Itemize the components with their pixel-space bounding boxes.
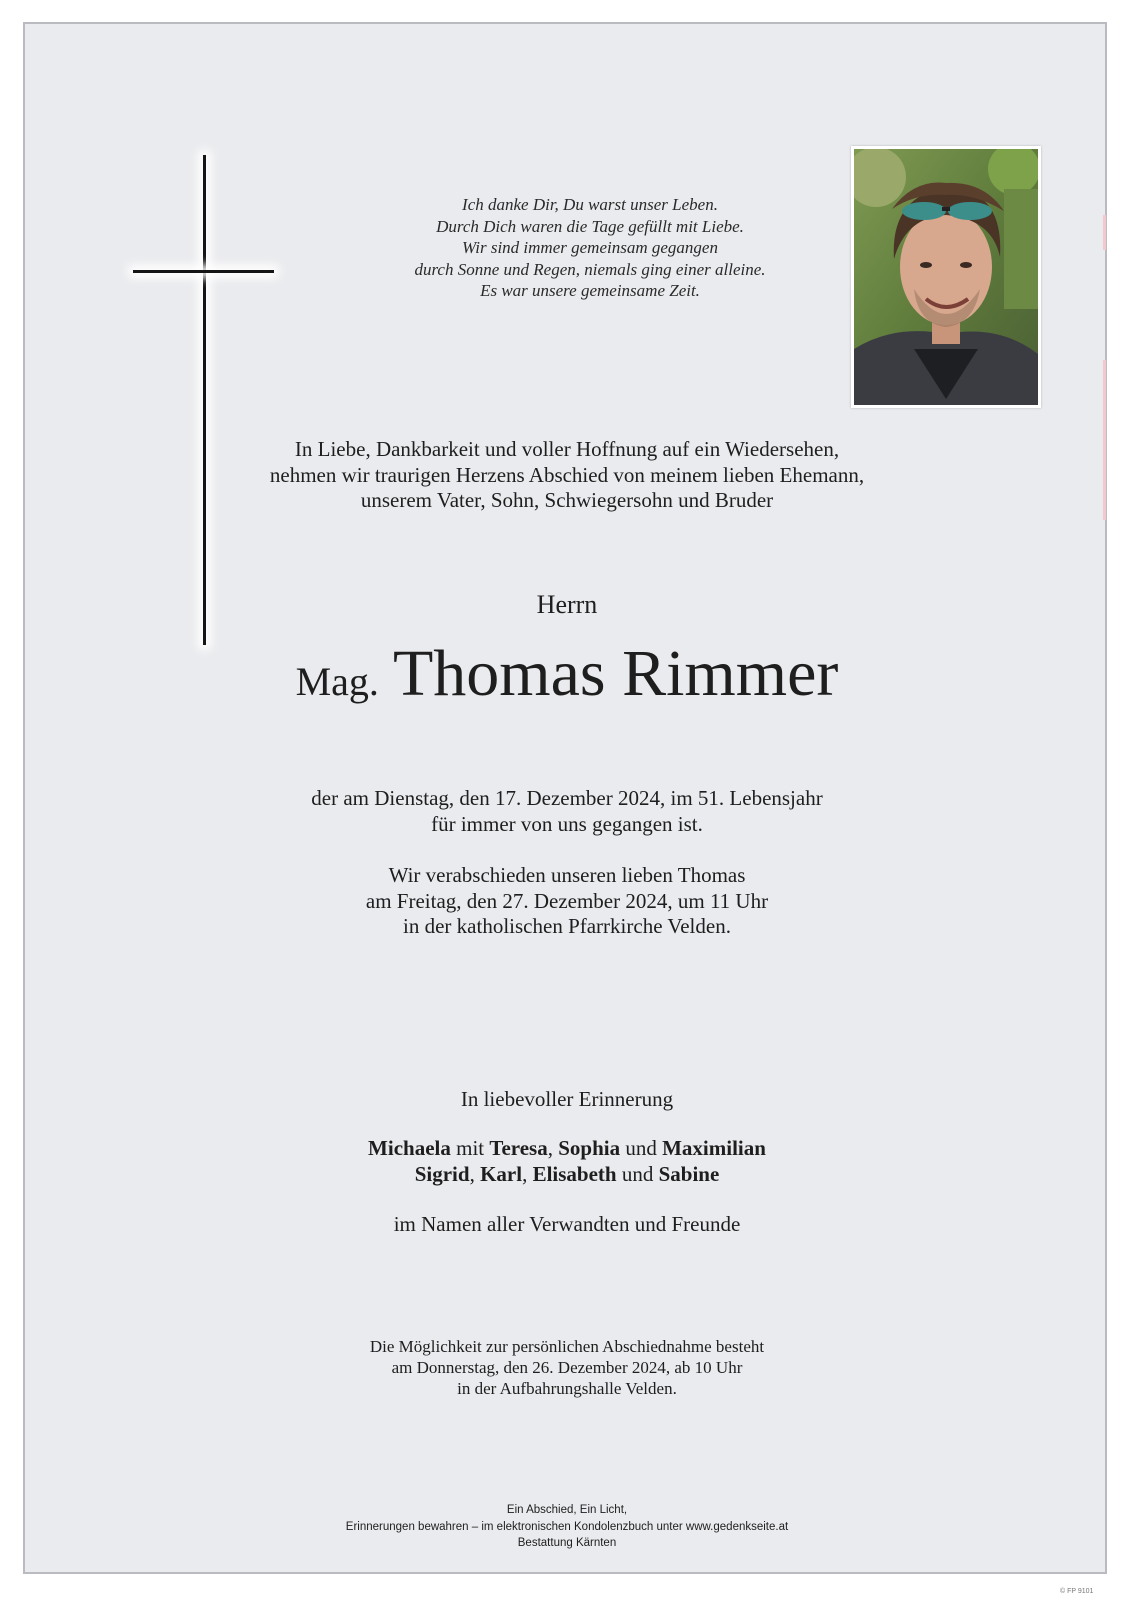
obituary-sheet: [23, 22, 1107, 1574]
cross-icon: [203, 155, 206, 645]
family-name: Sophia: [558, 1136, 621, 1160]
print-code: © FP 9101: [1060, 1588, 1094, 1595]
death-notice: [25, 786, 1109, 837]
poem-line: Es war unsere gemeinsame Zeit.: [480, 281, 700, 300]
relatives-line: im Namen aller Verwandten und Freunde: [393, 1212, 741, 1236]
family-name: Michaela: [368, 1136, 451, 1160]
family-name: Sabine: [658, 1161, 720, 1186]
funeral-line: in der katholischen Pfarrkirche Velden.: [403, 914, 731, 938]
memory-heading: In liebevoller Erinnerung: [460, 1087, 674, 1111]
footer: [25, 1502, 1109, 1552]
poem-line: Ich danke Dir, Du warst unser Leben.: [462, 195, 718, 214]
intro-line: In Liebe, Dankbarkeit und voller Hoffnung auf ein Wiedersehen,: [294, 437, 840, 461]
family-names: [25, 1136, 1109, 1187]
intro-line: nehmen wir traurigen Herzens Abschied von meinem lieben Ehemann,: [269, 462, 865, 487]
viewing-notice: [25, 1336, 1109, 1399]
academic-title: Mag.: [295, 659, 379, 704]
family-joiner: ,: [547, 1136, 559, 1160]
viewing-line: in der Aufbahrungshalle Velden.: [457, 1379, 677, 1398]
edge-mark: [1103, 215, 1106, 250]
family-name: Karl: [480, 1161, 523, 1186]
family-joiner: ,: [522, 1161, 533, 1186]
deceased-name: [25, 636, 1109, 720]
family-joiner: und: [620, 1136, 663, 1160]
family-name: Teresa: [489, 1136, 548, 1160]
family-joiner: mit: [450, 1136, 490, 1160]
cross-icon-bar: [133, 270, 274, 273]
family-line: [25, 1136, 1109, 1162]
portrait-illustration: [854, 149, 1038, 405]
death-line: der am Dienstag, den 17. Dezember 2024, im 51. Lebensjahr: [311, 786, 823, 810]
portrait-photo: [851, 146, 1041, 408]
viewing-line: Die Möglichkeit zur persönlichen Abschiednahme besteht: [369, 1337, 765, 1356]
footer-line: Bestattung Kärnten: [517, 1537, 617, 1549]
family-name: Maximilian: [662, 1136, 766, 1160]
death-line: für immer von uns gegangen ist.: [431, 811, 703, 836]
family-name: Elisabeth: [532, 1161, 617, 1186]
family-name: Sigrid: [414, 1161, 470, 1186]
intro-text: [25, 437, 1109, 514]
poem-line: Durch Dich waren die Tage gefüllt mit Liebe.: [436, 216, 744, 236]
family-joiner: ,: [469, 1161, 481, 1186]
family-joiner: und: [616, 1161, 659, 1186]
full-name: Thomas Rimmer: [392, 637, 839, 710]
poem-line: durch Sonne und Regen, niemals ging einer alleine.: [414, 259, 766, 279]
footer-line: Erinnerungen bewahren – im elektronischen Kondolenzbuch unter www.gedenkseite.at: [345, 1520, 789, 1533]
edge-mark: [1103, 360, 1106, 520]
funeral-line: Wir verabschieden unseren lieben Thomas: [388, 863, 746, 887]
poem: [285, 194, 895, 302]
footer-line: Ein Abschied, Ein Licht,: [506, 1504, 628, 1516]
intro-line: unserem Vater, Sohn, Schwiegersohn und Bruder: [360, 488, 774, 512]
family-line: [25, 1162, 1109, 1188]
poem-line: Wir sind immer gemeinsam gegangen: [462, 238, 718, 257]
funeral-line: am Freitag, den 27. Dezember 2024, um 11 Uhr: [365, 888, 769, 913]
salutation: Herrn: [536, 590, 598, 619]
funeral-notice: [25, 863, 1109, 940]
viewing-line: am Donnerstag, den 26. Dezember 2024, ab 10 Uhr: [391, 1358, 743, 1377]
